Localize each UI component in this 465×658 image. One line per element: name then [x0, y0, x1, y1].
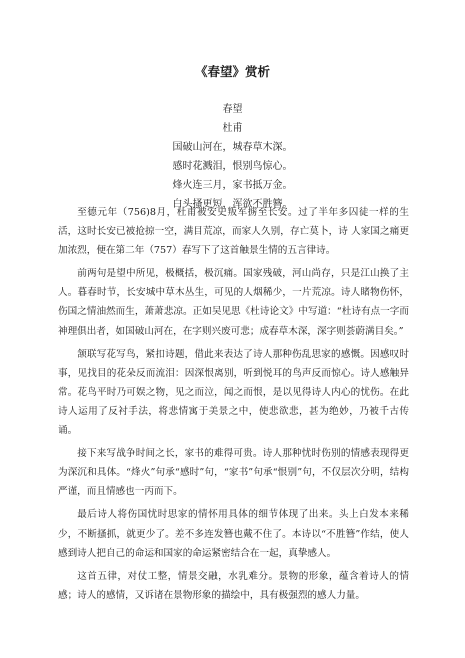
poem-line: 感时花溅泪，恨别鸟惊心。: [172, 161, 293, 172]
analysis-paragraph: 至德元年（756)8月，杜甫被安史叛军掳至长安。过了半年多囚徒一样的生活，这时长安已被抢掠一空，满目荒凉，而家人久别，存亡莫卜，诗 人家国之痛更加浓烈，便在第二年（757）春写下了这首触景生情的五言律诗。: [58, 207, 409, 257]
analysis-paragraph: 这首五律，对仗工整，情景交融，水乳难分。景物的形象，蕴含着诗人的情感；诗人的感情，又诉诸在景物形象的描绘中，具有极强烈的感人力量。: [58, 570, 409, 601]
analysis-paragraph: 前两句是望中所见，极概括，极沉痛。国家残破，河山尚存，只是江山换了主人。暮春时节，长安城中草木丛生，可见的人烟稀少，一片荒凉。诗人睹物伤怀，伤国之情油然而生，萧萧悲凉。正如吴见思《杜诗论文》中写道：“杜诗有点一字而神理俱出者，如国破山河在，在字则兴废可悲；成春草木深，深字则荟蔚满目矣。”: [58, 268, 409, 337]
analysis-paragraph: 接下来写战争时间之长，家书的难得可贵。诗人那种忧时伤别的情感表现得更为深沉和具体。“烽火”句承“感时”句，“家书”句承“恨别”句，不仅层次分明，结构严谨，而且情感也一丙而下。: [58, 448, 409, 498]
poem-block: [0, 100, 465, 214]
analysis-body: [58, 203, 409, 609]
poem-title: 春望: [222, 104, 243, 115]
poem-line: 白头搔更短，浑欲不胜簪。: [172, 199, 293, 210]
poem-line: 烽火连三月，家书抵万金。: [172, 180, 293, 191]
analysis-paragraph: 最后诗人将伤国忧时思家的情怀用具体的细节体现了出来。头上白发本来稀少，不断搔抓，就更少了。差不多连发簪也戴不住了。本诗以“不胜簪”作结，使人感到诗人把自己的命运和国家的命运紧密结合在一起，真挚感人。: [58, 509, 409, 559]
analysis-paragraph: 颔联写花写鸟，紧扣诗题，借此来表达了诗人那种伤乱思家的感慨。因感叹时事，见找目的花朵反而流泪：因深恨离别，听到悦耳的鸟声反而惊心。诗人感触异常。花鸟平时乃可娱之物，见之而泣，闻之而恨，是以见得诗人内心的忧伤。在此诗人运用了反衬手法，将悲情寓于美景之中，使悲欲悲，甚为绝妙，乃被千古传诵。: [58, 348, 409, 437]
poem-line: 国破山河在，城春草木深。: [172, 142, 293, 153]
document-title: 《春望》赏析: [194, 64, 270, 79]
poem-author: 杜甫: [222, 123, 243, 134]
